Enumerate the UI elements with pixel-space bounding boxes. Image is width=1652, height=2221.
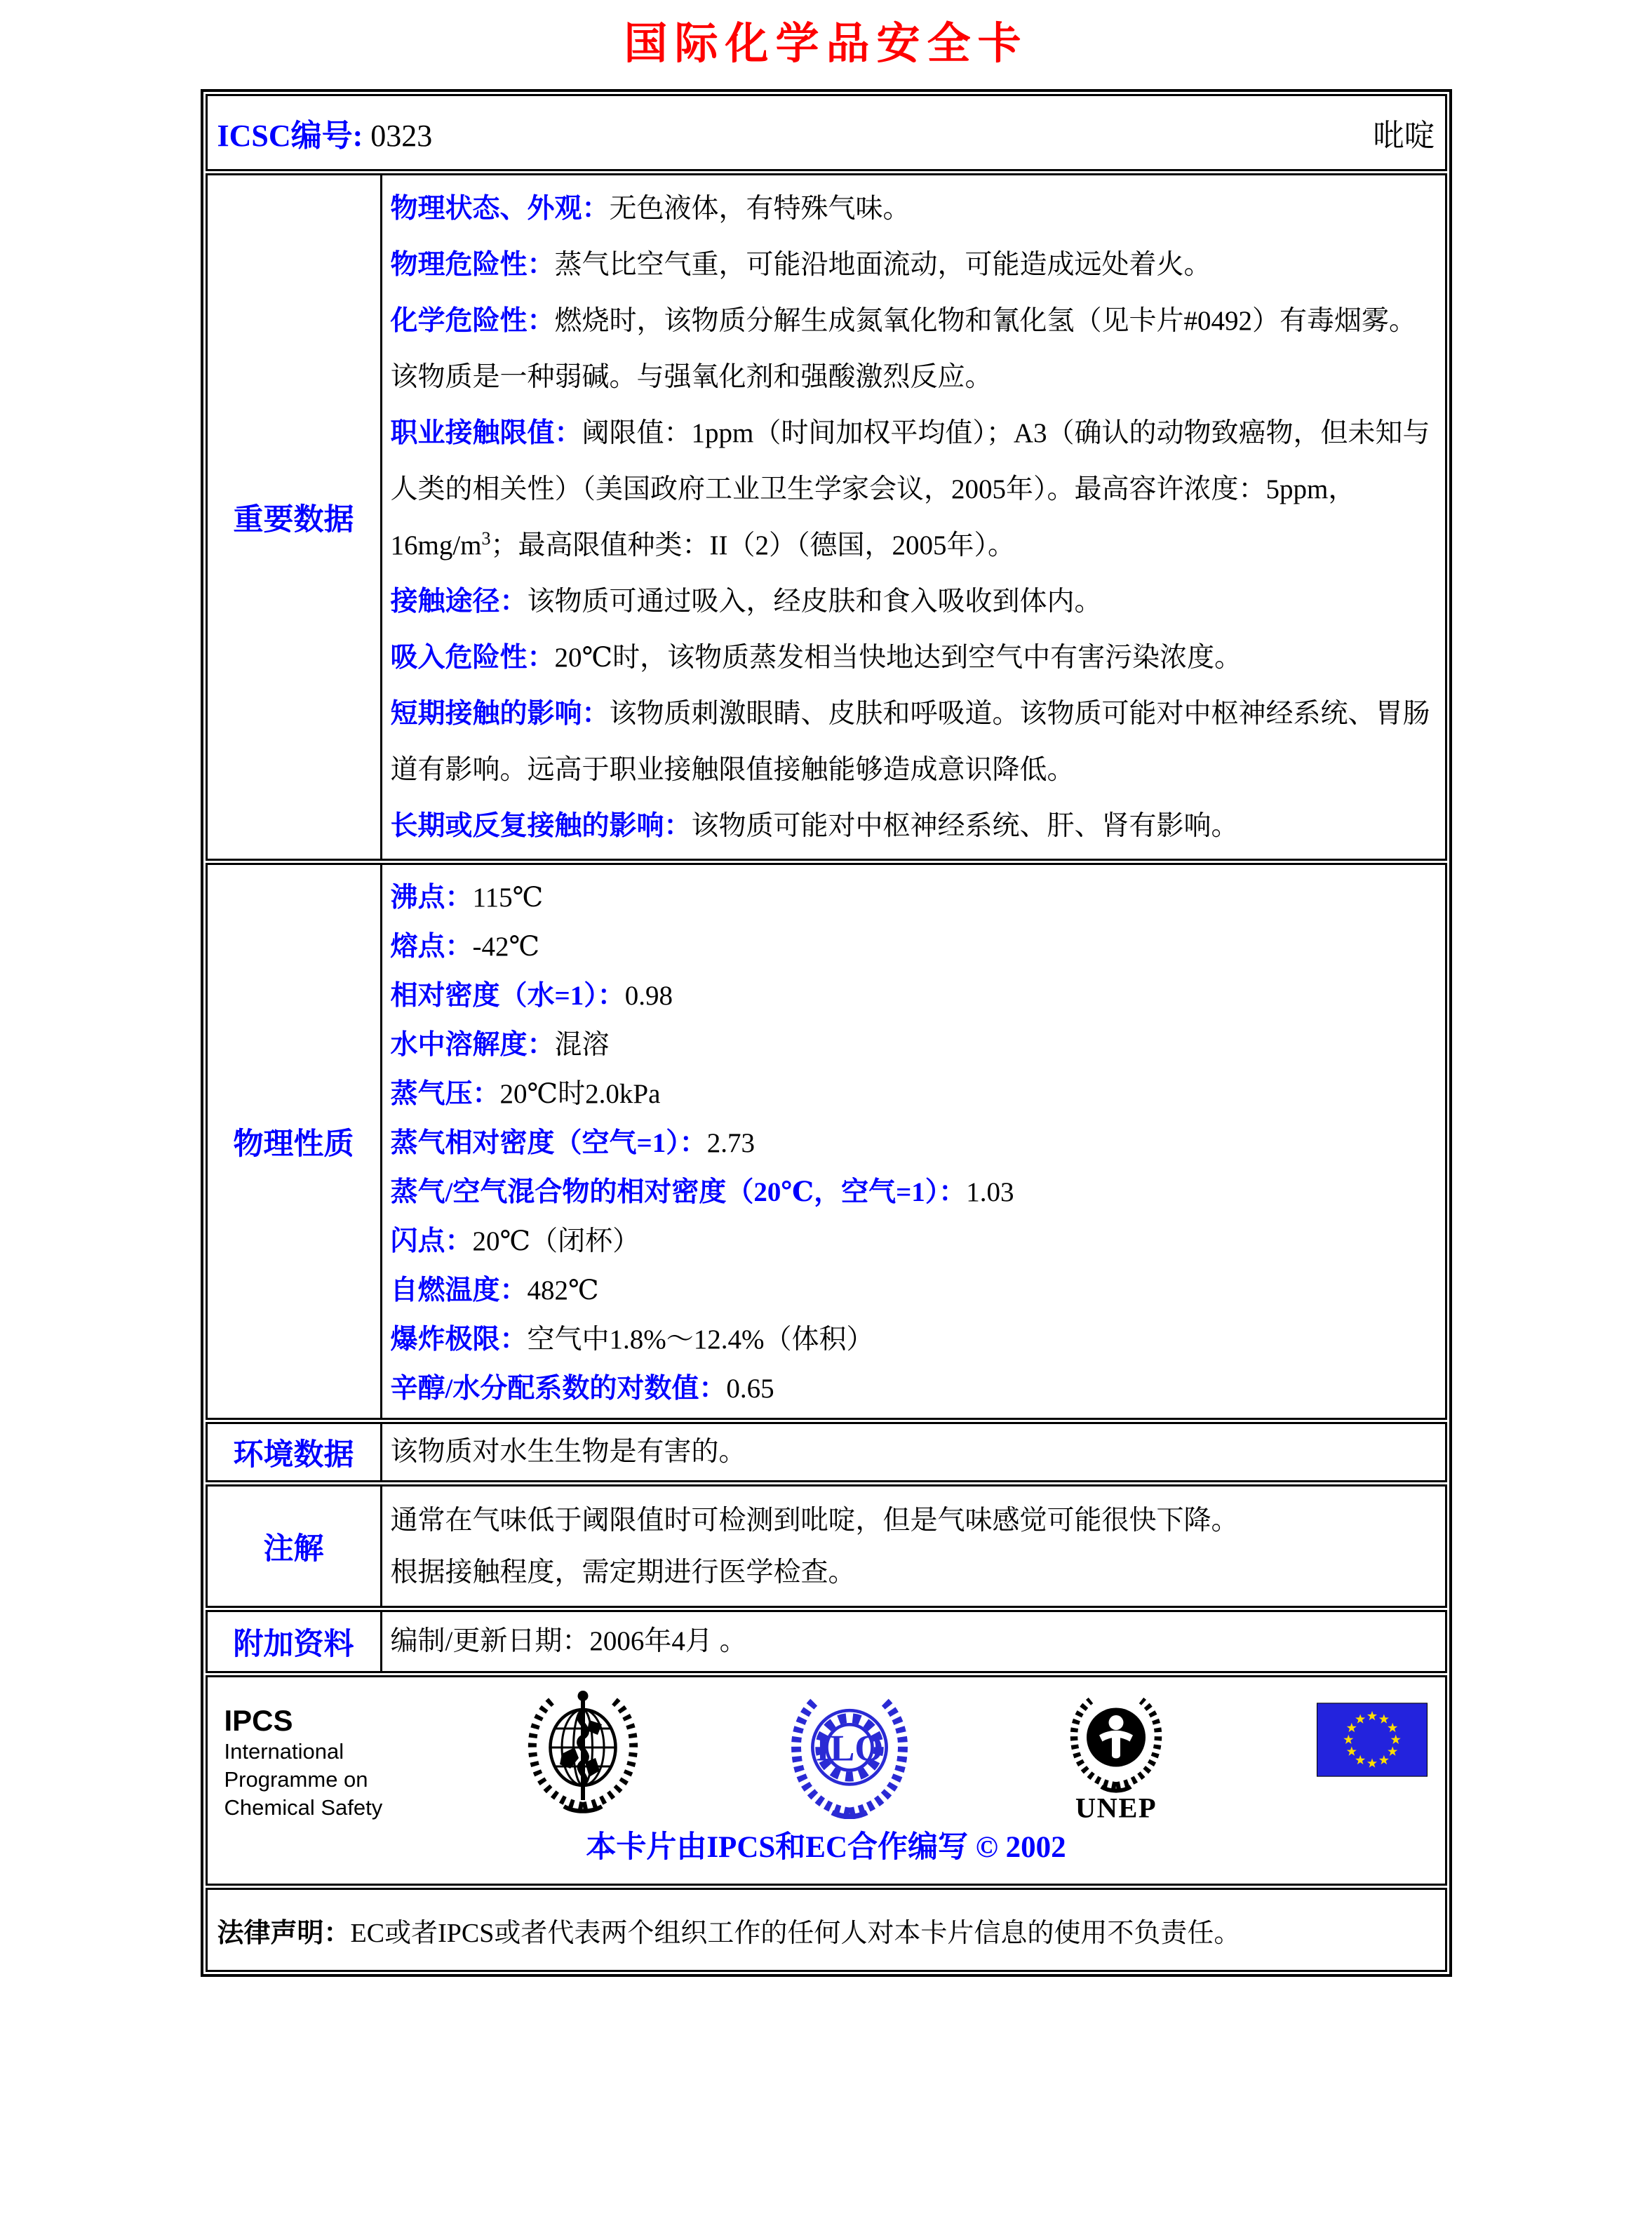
vapor-air-mixture-density-item: 蒸气/空气混合物的相对密度（20℃，空气=1）：1.03	[390, 1177, 1014, 1207]
icsc-table	[201, 89, 1452, 1977]
additional-info-content: 编制/更新日期：2006年4月 。	[390, 1626, 747, 1656]
chemical-name: 吡啶	[1373, 119, 1435, 153]
ilo-monogram: ILO	[816, 1728, 884, 1769]
icsc-number-value: 0323	[370, 119, 433, 153]
unep-wordmark: UNEP	[1075, 1792, 1157, 1822]
logos-strip	[224, 1684, 1428, 1822]
environmental-data-label: 环境数据	[208, 1424, 382, 1480]
notes-label: 注解	[208, 1487, 382, 1606]
short-term-effects-item: 短期接触的影响：该物质刺激眼睛、皮肤和呼吸道。该物质可能对中枢神经系统、胃肠道有影响。远高于职业接触限值接触能够造成意识降低。	[390, 699, 1430, 785]
environmental-data-content: 该物质对水生生物是有害的。	[390, 1437, 746, 1467]
exposure-routes-item: 接触途径：该物质可通过吸入，经皮肤和食入吸收到体内。	[390, 586, 1102, 617]
physical-hazard-item: 物理危险性：蒸气比空气重，可能沿地面流动，可能造成远处着火。	[390, 250, 1211, 280]
physical-properties-label: 物理性质	[208, 865, 382, 1418]
note-paragraph: 根据接触程度，需定期进行医学检查。	[390, 1557, 856, 1588]
important-data-row	[206, 173, 1447, 861]
flash-point-item: 闪点：20℃（闭杯）	[390, 1226, 640, 1256]
vapor-density-item: 蒸气相对密度（空气=1）：2.73	[390, 1128, 755, 1158]
notes-row	[206, 1484, 1447, 1608]
physical-state-item: 物理状态、外观：无色液体，有特殊气味。	[390, 194, 911, 224]
physical-properties-row	[206, 863, 1447, 1420]
melting-point-item: 熔点：-42℃	[390, 932, 540, 962]
legal-notice-label: 法律声明：	[217, 1918, 351, 1948]
water-solubility-item: 水中溶解度：混溶	[390, 1030, 610, 1060]
icsc-number-label: ICSC编号:	[217, 119, 371, 153]
autoignition-temperature-item: 自燃温度：482℃	[390, 1275, 599, 1306]
inhalation-risk-item: 吸入危险性：20℃时，该物质蒸发相当快地达到空气中有害污染浓度。	[390, 643, 1242, 673]
cooperation-caption: 本卡片由IPCS和EC合作编写 © 2002	[586, 1831, 1066, 1864]
legal-notice: 法律声明：EC或者IPCS或者代表两个组织工作的任何人对本卡片信息的使用不负责任。	[217, 1918, 1241, 1948]
logos-row	[206, 1675, 1447, 1886]
unep-logo-icon	[1053, 1684, 1179, 1822]
relative-density-item: 相对密度（水=1）：0.98	[390, 981, 673, 1011]
ipcs-title: IPCS	[224, 1704, 293, 1737]
notes-content	[382, 1487, 1445, 1606]
long-term-effects-item: 长期或反复接触的影响：该物质可能对中枢神经系统、肝、肾有影响。	[390, 811, 1239, 841]
boiling-point-item: 沸点：115℃	[390, 883, 544, 913]
ipcs-text-block: IPCS International Programme on Chemical Safety	[224, 1704, 383, 1820]
vapor-pressure-item: 蒸气压：20℃时2.0kPa	[390, 1079, 661, 1109]
who-logo-icon	[520, 1684, 646, 1815]
header-row	[206, 94, 1447, 171]
copyright-text: © 2002	[975, 1831, 1066, 1864]
physical-properties-content	[382, 865, 1445, 1418]
icsc-number-group	[217, 110, 433, 155]
chemical-hazard-item: 化学危险性：燃烧时，该物质分解生成氮氧化物和氰化氢（见卡片#0492）有毒烟雾。该物质是一种弱碱。与强氧化剂和强酸激烈反应。	[390, 306, 1417, 392]
important-data-label: 重要数据	[208, 175, 382, 859]
additional-info-row	[206, 1610, 1447, 1673]
superscript-3: 3	[481, 528, 491, 549]
page-title: 国际化学品安全卡	[624, 20, 1028, 68]
eu-flag-icon	[1317, 1684, 1428, 1777]
explosive-limits-item: 爆炸极限：空气中1.8%～12.4%（体积）	[390, 1324, 874, 1355]
important-data-content	[382, 175, 1445, 859]
ilo-logo-icon	[784, 1684, 915, 1819]
legal-notice-row	[206, 1888, 1447, 1972]
occupational-limit-item: 职业接触限值：阈限值：1ppm（时间加权平均值）；A3（确认的动物致癌物，但未知与人类的相关性）（美国政府工业卫生学家会议，2005年）。最高容许浓度：5ppm，$16mg/m^3$；最高限值种类：II（2）（德国，2005年）。	[390, 418, 1430, 561]
additional-info-label: 附加资料	[208, 1612, 382, 1671]
octanol-water-partition-item: 辛醇/水分配系数的对数值：0.65	[390, 1374, 774, 1404]
environmental-data-row	[206, 1422, 1447, 1482]
note-paragraph: 通常在气味低于阈限值时可检测到吡啶，但是气味感觉可能很快下降。	[390, 1505, 1239, 1536]
